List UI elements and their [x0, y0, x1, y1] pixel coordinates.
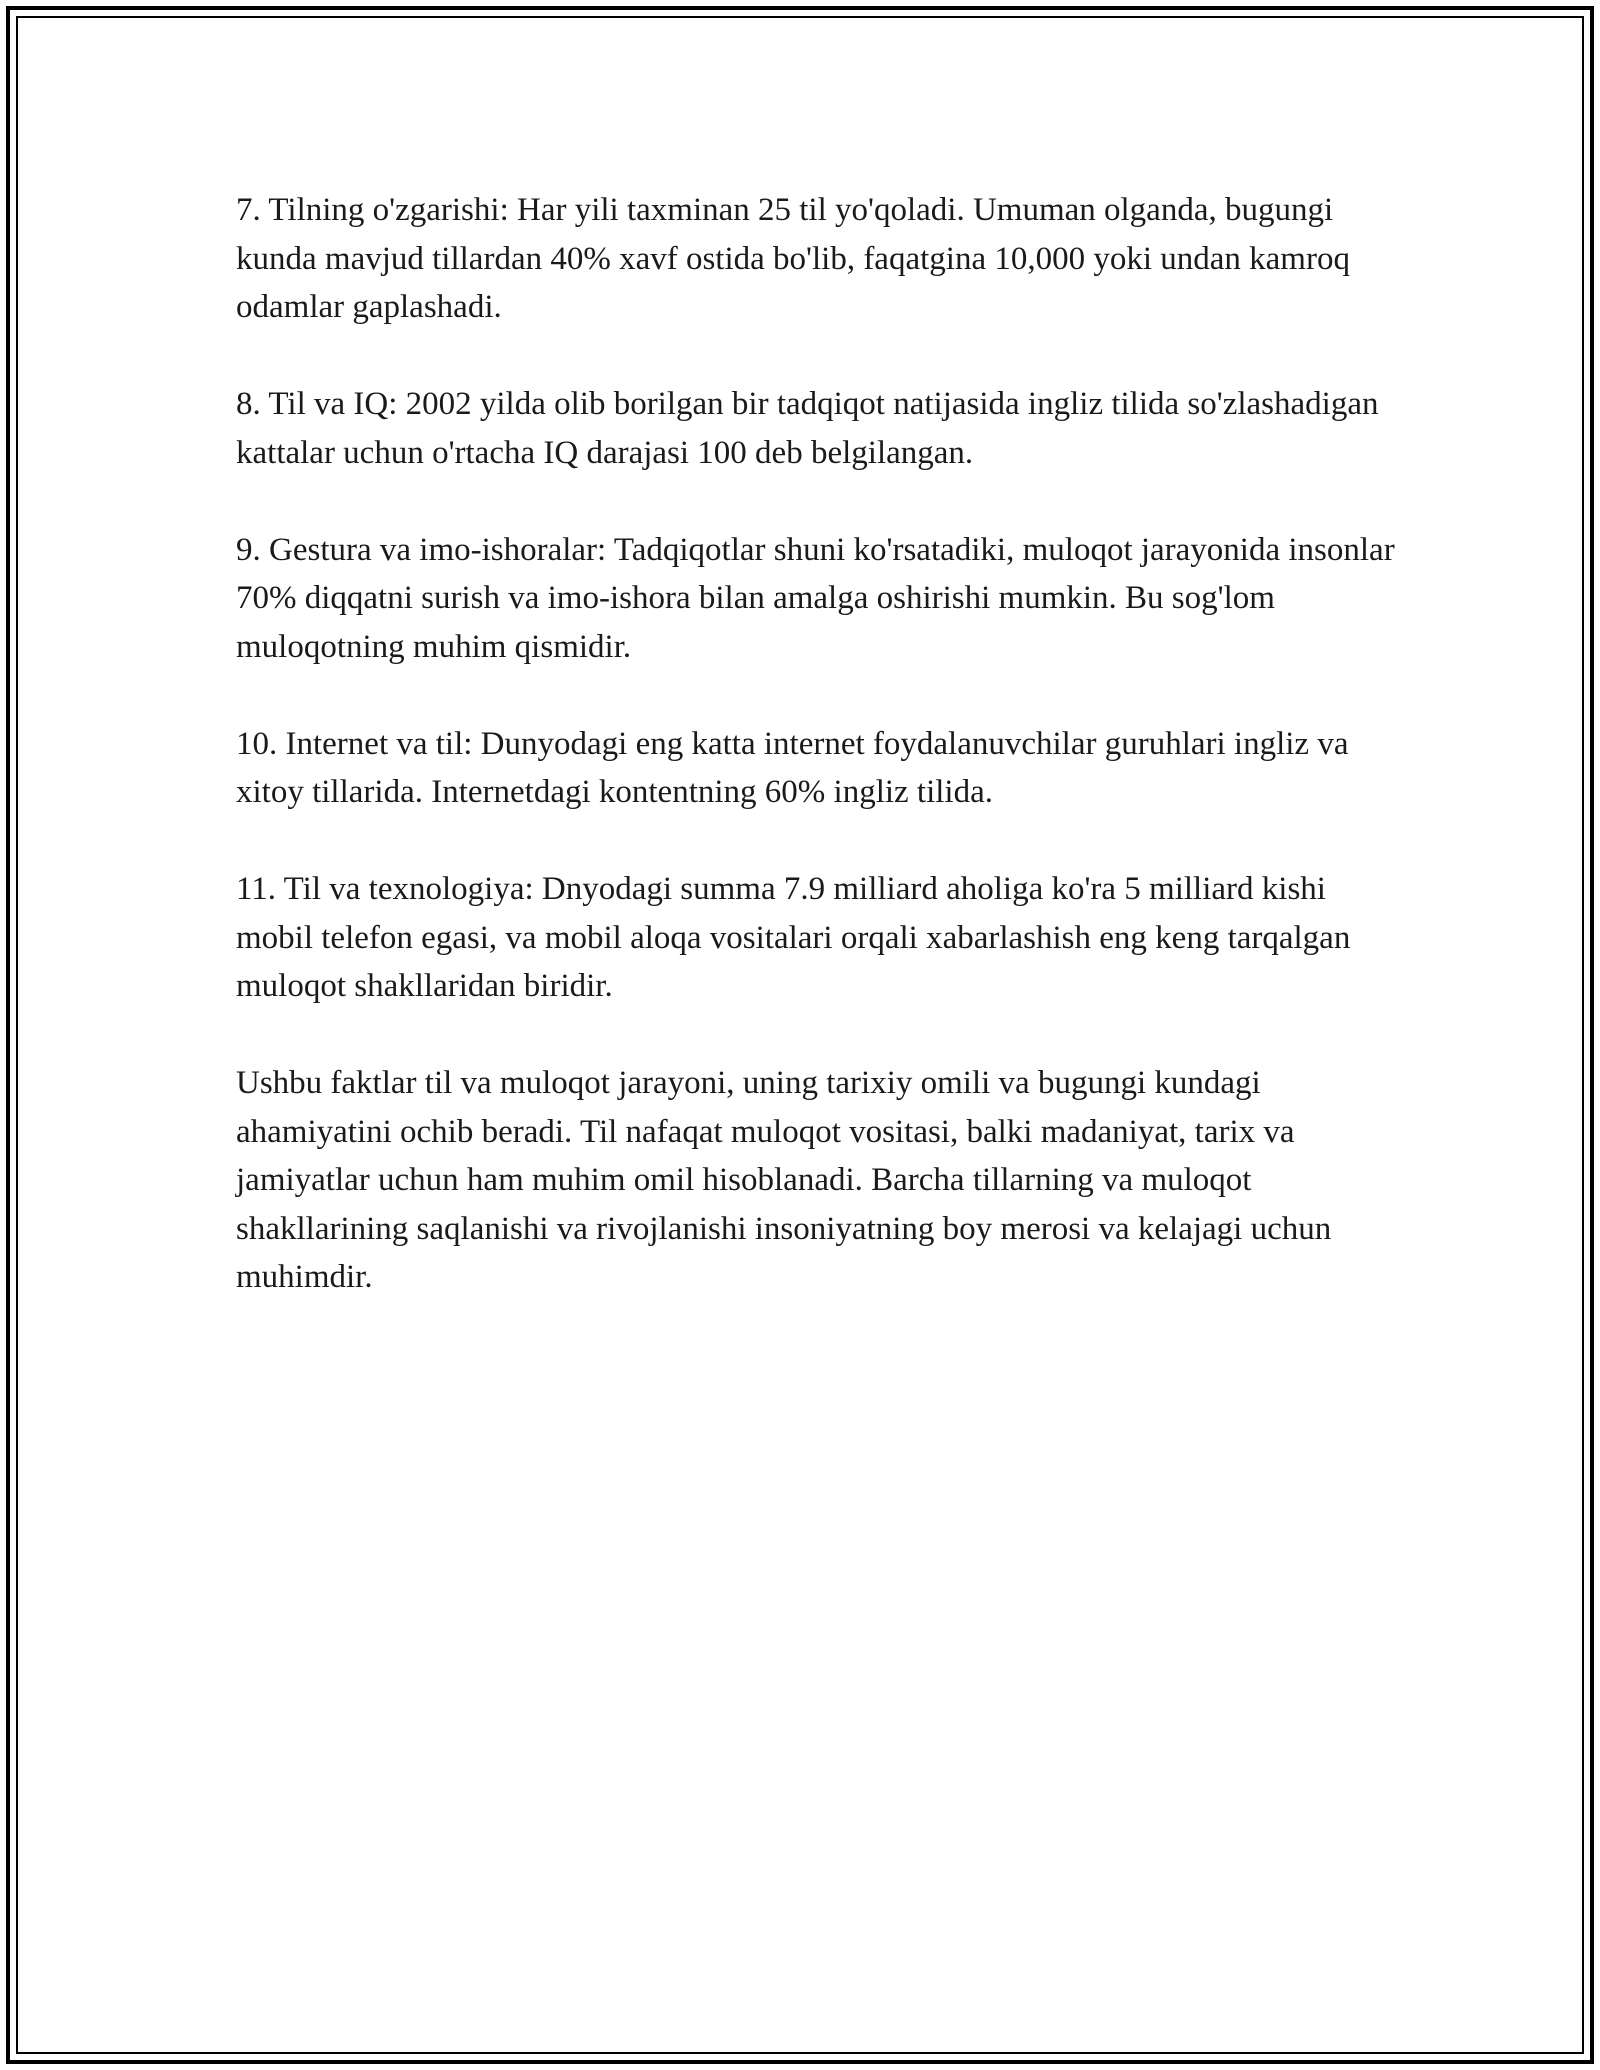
fact-paragraph-11: 11. Til va texnologiya: Dnyodagi summa 7.9 milliard aholiga ko'ra 5 milliard kishi mobil telefon egasi, va mobil aloqa vositalari orqali xabarlashish eng keng tarqalgan muloqot shakllaridan biridir.	[236, 871, 1351, 1004]
fact-paragraph-9: 9. Gestura va imo-ishoralar: Tadqiqotlar shuni ko'rsatadiki, muloqot jarayonida insonlar 70% diqqatni surish va imo-ishora bilan amalga oshirishi mumkin. Bu sog'lom muloqotning muhim qismidir.	[236, 531, 1395, 665]
document-body	[236, 186, 1396, 1350]
fact-paragraph-7: 7. Tilning o'zgarishi: Har yili taxminan 25 til yo'qoladi. Umuman olganda, bugungi kunda mavjud tillardan 40% xavf ostida bo'lib, faqatgina 10,000 yoki undan kamroq odamlar gaplashadi.	[236, 192, 1350, 325]
fact-paragraph-10: 10. Internet va til: Dunyodagi eng katta internet foydalanuvchilar guruhlari ingliz va xitoy tillarida. Internetdagi kontentning 60% ingliz tilida.	[236, 725, 1349, 810]
fact-paragraph-8: 8. Til va IQ: 2002 yilda olib borilgan bir tadqiqot natijasida ingliz tilida so'zlashadigan kattalar uchun o'rtacha IQ darajasi 100 deb belgilangan.	[236, 386, 1379, 471]
conclusion-paragraph: Ushbu faktlar til va muloqot jarayoni, uning tarixiy omili va bugungi kundagi ahamiyatini ochib beradi. Til nafaqat muloqot vositasi, balki madaniyat, tarix va jamiyatlar uchun ham muhim omil hisoblanadi. Barcha tillarning va muloqot shakllarining saqlanishi va rivojlanishi insoniyatning boy merosi va kelajagi uchun muhimdir.	[236, 1065, 1332, 1295]
